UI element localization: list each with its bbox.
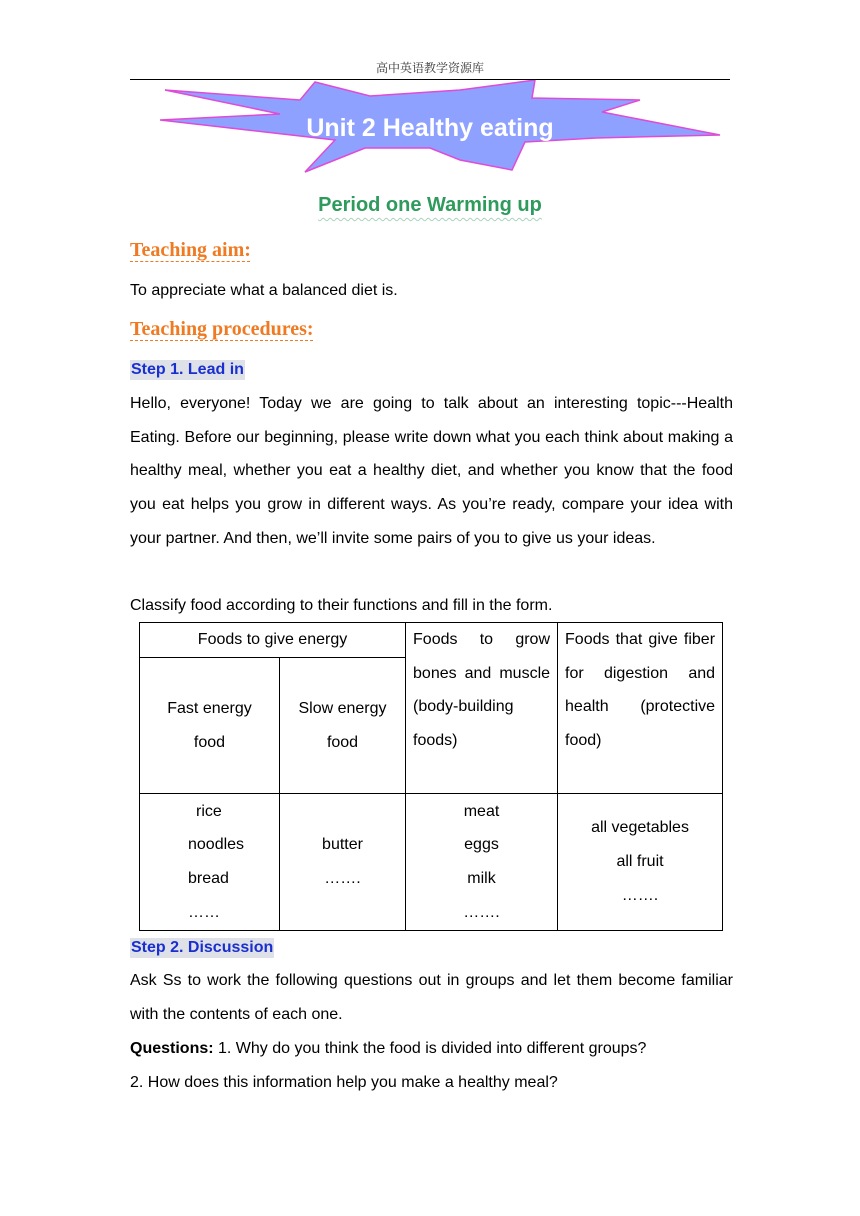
list-item: all fruit — [616, 853, 664, 871]
fast-energy-header-cell — [140, 658, 280, 794]
fiber-items-cell — [558, 794, 723, 931]
slow-items-list — [280, 828, 405, 895]
fast-items-cell — [140, 794, 280, 931]
list-item: all vegetables — [591, 819, 689, 837]
list-item: ……. — [621, 886, 659, 904]
grow-header: Foods to grow bones and muscle (body-building foods) — [413, 631, 551, 750]
slow-items-cell — [280, 794, 406, 931]
list-item: butter — [322, 836, 363, 854]
list-item: eggs — [464, 836, 499, 854]
step1-paragraph: Hello, everyone! Today we are going to talk about an interesting topic---Health Eating. Before our beginning, please write down what you each think about making a healthy meal, whether you eat a healthy diet, and whether you know that the food you eat helps you grow in different ways. As you’re ready, compare your idea with your partner. And then, we’ll invite some pairs of you to give us your ideas. — [130, 395, 733, 547]
energy-header: Foods to give energy — [197, 631, 348, 649]
fiber-header: Foods that give fiber for digestion and health (protective food) — [565, 631, 716, 750]
list-item: milk — [467, 870, 496, 887]
list-item: noodles — [188, 836, 245, 854]
question-1 — [130, 1032, 733, 1066]
table-row — [140, 623, 723, 658]
fast-items-list — [140, 795, 279, 930]
question-1-text: 1. Why do you think the food is divided into different groups? — [213, 1040, 647, 1057]
step2-heading: Step 2. Discussion — [131, 939, 274, 956]
fiber-header-cell — [558, 623, 723, 794]
energy-header-cell — [140, 623, 406, 658]
teaching-aim-heading: Teaching aim: — [130, 239, 251, 261]
questions-label: Questions: — [130, 1040, 214, 1057]
list-item: ……. — [324, 870, 361, 887]
grow-items-list — [406, 795, 557, 930]
list-item: bread — [188, 870, 229, 887]
title-text: Unit 2 Healthy eating — [306, 114, 554, 142]
table-row — [140, 794, 723, 931]
grow-items-cell — [406, 794, 558, 931]
page-header: 高中英语教学资源库 — [375, 61, 484, 75]
fiber-items-list — [558, 811, 722, 912]
step1-heading: Step 1. Lead in — [131, 361, 244, 378]
list-item: …… — [188, 903, 220, 921]
title-banner — [160, 80, 725, 175]
teaching-procedures-heading: Teaching procedures: — [130, 318, 314, 340]
teaching-aim-text: To appreciate what a balanced diet is. — [130, 282, 398, 299]
fast-energy-header: Fast energy food — [167, 699, 252, 751]
slow-energy-header: Slow energy food — [298, 699, 387, 751]
list-item: meat — [463, 802, 500, 820]
grow-header-cell — [406, 623, 558, 794]
question-2: 2. How does this information help you make a healthy meal? — [130, 1074, 558, 1091]
list-item: ……. — [463, 903, 500, 921]
food-classification-table — [139, 622, 723, 931]
list-item: rice — [196, 802, 222, 820]
period-subtitle: Period one Warming up — [318, 194, 542, 216]
classify-instruction: Classify food according to their functions and fill in the form. — [130, 597, 553, 614]
step2-paragraph: Ask Ss to work the following questions out in groups and let them become familiar with the contents of each one. — [130, 972, 733, 1023]
slow-energy-header-cell — [280, 658, 406, 794]
